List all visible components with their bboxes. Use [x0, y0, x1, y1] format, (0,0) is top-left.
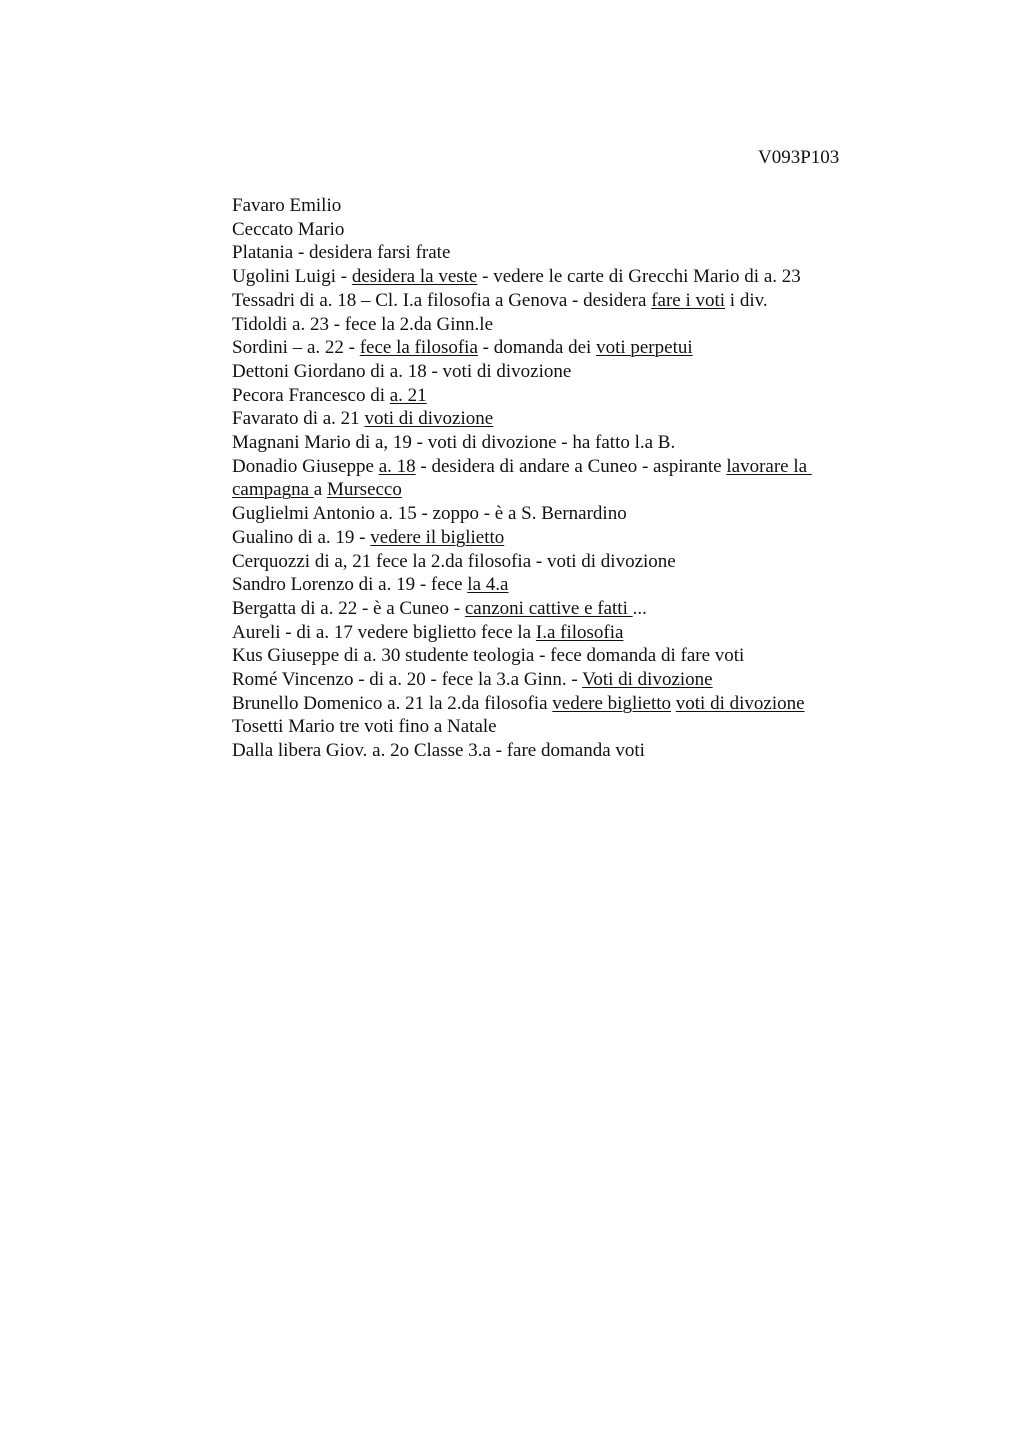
list-entry — [232, 692, 872, 716]
entry-text: Platania - desidera farsi frate — [232, 242, 451, 264]
underlined-text: voti perpetui — [596, 337, 693, 359]
page-reference-code: V093P103 — [758, 147, 840, 168]
entry-text: Dettoni Giordano di a. 18 - voti di divozione — [232, 360, 572, 382]
underlined-text: a. 18 — [378, 455, 416, 477]
list-entry — [232, 573, 872, 597]
entry-text: ... — [632, 597, 647, 619]
entry-text: Cerquozzi di a, 21 fece la 2.da filosofia - voti di divozione — [232, 550, 676, 572]
list-entry — [232, 739, 872, 763]
entry-text: Donadio Giuseppe — [232, 455, 379, 477]
entry-text: - vedere le carte di Grecchi Mario di a. 23 — [477, 266, 801, 288]
entry-text: Sordini – a. 22 - — [232, 337, 360, 359]
entry-text: Kus Giuseppe di a. 30 studente teologia - fece domanda di fare voti — [232, 645, 745, 667]
entry-text: Tidoldi a. 23 - fece la 2.da Ginn.le — [232, 313, 494, 335]
underlined-text: canzoni cattive e fatti — [464, 597, 633, 619]
entry-text: i div. — [725, 289, 768, 311]
list-entry — [232, 313, 872, 337]
entry-text: Ceccato Mario — [232, 218, 345, 240]
underlined-text: Voti di divozione — [582, 669, 713, 691]
list-entry — [232, 384, 872, 408]
entry-text: a — [313, 479, 327, 501]
list-entry — [232, 550, 872, 574]
entry-text: Guglielmi Antonio a. 15 - zoppo - è a S. Bernardino — [232, 503, 627, 525]
entry-text: Dalla libera Giov. a. 2o Classe 3.a - fare domanda voti — [232, 740, 645, 762]
list-entry — [232, 336, 872, 360]
underlined-text: voti di divozione — [364, 408, 494, 430]
entry-text: Aureli - di a. 17 vedere biglietto fece la — [232, 621, 536, 643]
underlined-text: I.a filosofia — [535, 621, 624, 643]
entry-text: Romé Vincenzo - di a. 20 - fece la 3.a Ginn. - — [232, 669, 583, 691]
underlined-text: fece la filosofia — [359, 337, 478, 359]
underlined-text: a. 21 — [389, 384, 427, 406]
list-entry — [232, 644, 872, 668]
entry-text: Tosetti Mario tre voti fino a Natale — [232, 716, 497, 738]
list-entry — [232, 621, 872, 645]
underlined-text: voti di divozione — [675, 692, 805, 714]
list-entry — [232, 597, 872, 621]
underlined-text: vedere il biglietto — [370, 526, 505, 548]
entry-text: - desidera di andare a Cuneo - aspirante — [415, 455, 727, 477]
entry-text: Favarato di a. 21 — [232, 408, 365, 430]
list-entry — [232, 407, 872, 431]
entry-text: Tessadri di a. 18 – Cl. I.a filosofia a Genova - desidera — [232, 289, 652, 311]
list-entry — [232, 715, 872, 739]
underlined-text: desidera la veste — [351, 266, 478, 288]
entry-text: Magnani Mario di a, 19 - voti di divozione - ha fatto l.a B. — [232, 432, 676, 454]
list-entry — [232, 289, 872, 313]
list-entry — [232, 455, 872, 502]
list-entry — [232, 241, 872, 265]
entry-text: - domanda dei — [477, 337, 597, 359]
list-entry — [232, 194, 872, 218]
list-entry — [232, 431, 872, 455]
entry-text: Gualino di a. 19 - — [232, 526, 371, 548]
list-entry — [232, 668, 872, 692]
list-entry — [232, 265, 872, 289]
list-entry — [232, 526, 872, 550]
list-entry — [232, 502, 872, 526]
entry-text: Bergatta di a. 22 - è a Cuneo - — [232, 597, 465, 619]
list-entry — [232, 218, 872, 242]
entry-text: Pecora Francesco di — [232, 384, 390, 406]
entry-text: Brunello Domenico a. 21 la 2.da filosofia — [232, 692, 553, 714]
underlined-text: vedere biglietto — [552, 692, 672, 714]
entry-text: Sandro Lorenzo di a. 19 - fece — [232, 574, 468, 596]
underlined-text: la 4.a — [467, 574, 509, 596]
name-list — [232, 194, 872, 763]
list-entry — [232, 360, 872, 384]
underlined-text: fare i voti — [651, 289, 726, 311]
entry-text: Ugolini Luigi - — [232, 266, 352, 288]
underlined-text: Mursecco — [326, 479, 402, 501]
underlined-text: lavorare la campagna — [232, 455, 812, 501]
entry-text: Favaro Emilio — [232, 195, 342, 216]
